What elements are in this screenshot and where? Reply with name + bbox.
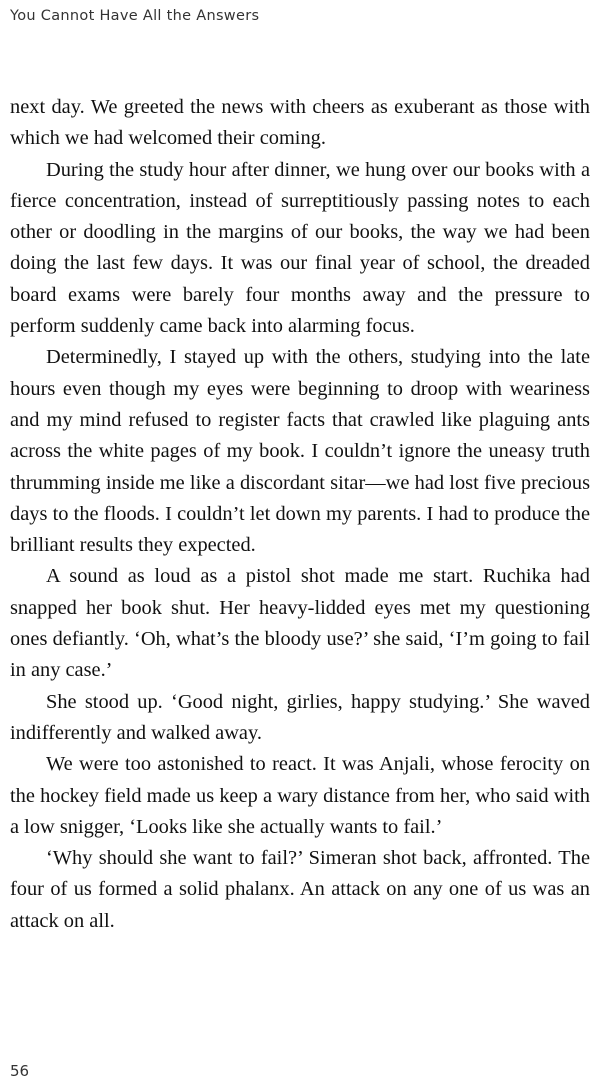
paragraph: Determinedly, I stayed up with the others, studying into the late hours even though my eyes were beginning to droop with weariness and my mind refused to register facts that crawled like plaguing ants across the white pages of my book. I couldn’t ignore the uneasy truth thrumming inside me like a discordant sitar—we had lost five precious days to the floods. I couldn’t let down my parents. I had to produce the brilliant results they expected. [10,346,590,557]
body-text [10,92,590,937]
paragraph: ‘Why should she want to fail?’ Simeran shot back, affronted. The four of us formed a solid phalanx. An attack on any one of us was an attack on all. [10,847,590,932]
page-number: 56 [10,1062,30,1080]
running-header: You Cannot Have All the Answers [10,8,260,24]
paragraph: During the study hour after dinner, we hung over our books with a fierce concentration, instead of surreptitiously passing notes to each other or doodling in the margins of our books, the way we had been doing the last few days. It was our final year of school, the dreaded board exams were barely four months away and the pressure to perform suddenly came back into alarming focus. [10,158,590,338]
paragraph: A sound as loud as a pistol shot made me start. Ruchika had snapped her book shut. Her heavy-lidded eyes met my questioning ones defiantly. ‘Oh, what’s the bloody use?’ she said, ‘I’m going to fail in any case.’ [10,565,590,682]
paragraph: She stood up. ‘Good night, girlies, happy studying.’ She waved indifferently and walked away. [10,690,590,744]
paragraph-continued: next day. We greeted the news with cheers as exuberant as those with which we had welcomed their coming. [10,96,590,150]
paragraph: We were too astonished to react. It was Anjali, whose ferocity on the hockey field made us keep a wary distance from her, who said with a low snigger, ‘Looks like she actually wants to fail.’ [10,753,590,838]
